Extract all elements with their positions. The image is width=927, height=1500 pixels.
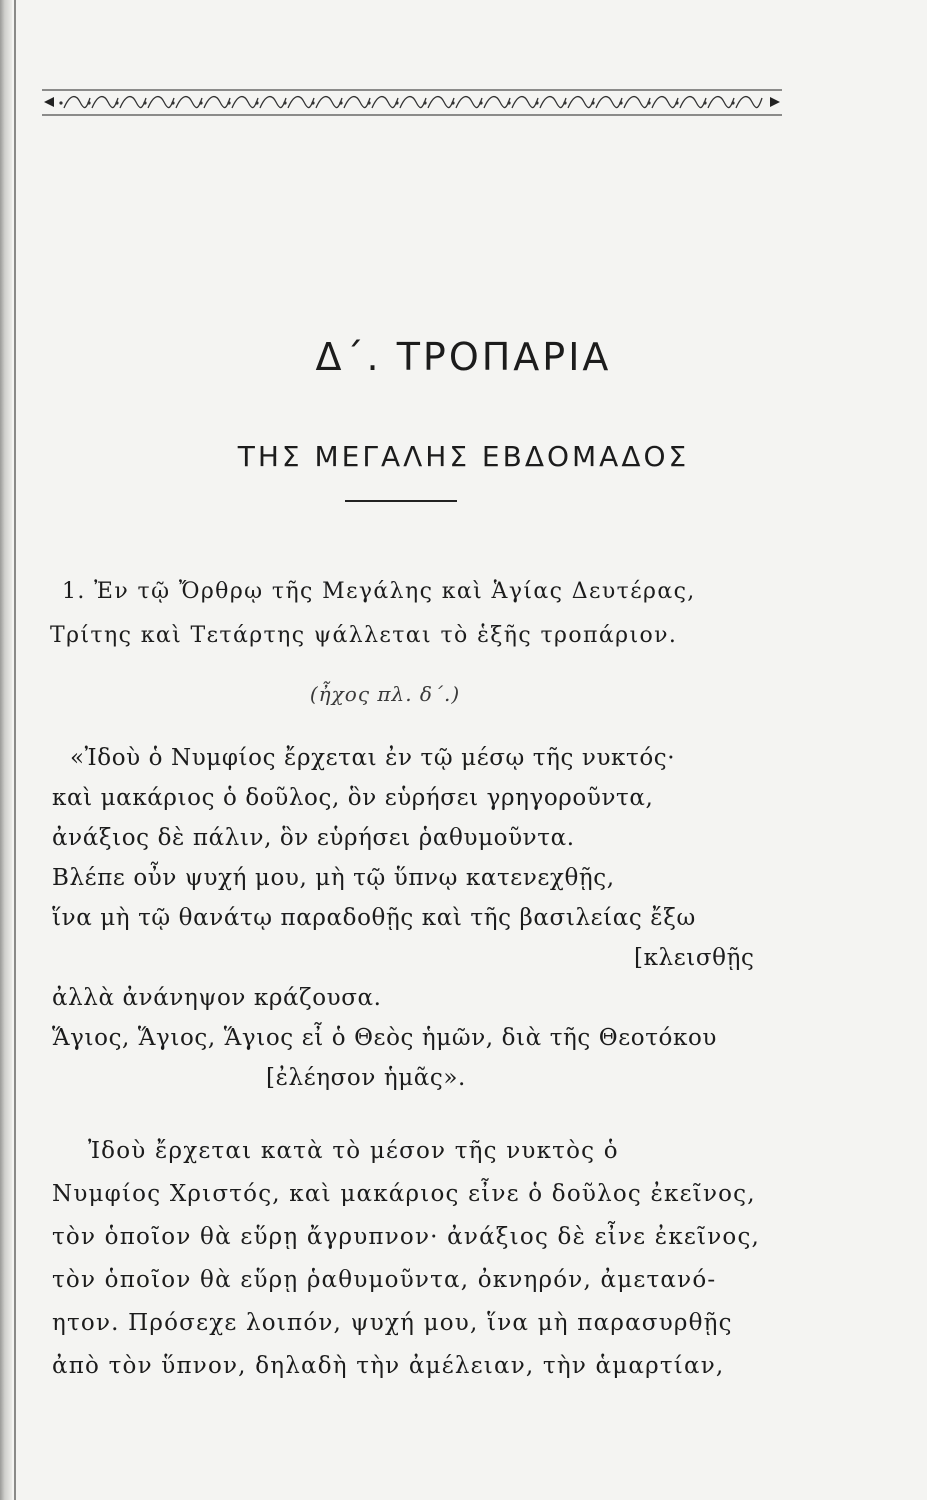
ornament-scroll <box>148 97 174 108</box>
ornament-dot <box>143 101 146 104</box>
ornament-dot <box>451 101 454 104</box>
ornament-dot <box>647 101 650 104</box>
hymn-line: καὶ μακάριος ὁ δοῦλος, ὃν εὑρήσει γρηγοροῦντα, <box>52 785 654 811</box>
hymn-line: ἀλλὰ ἀνάνηψον κράζουσα. <box>52 985 382 1011</box>
ornament-dot <box>87 101 90 104</box>
ornament-scroll <box>736 97 762 108</box>
hymn-line-continuation: [κλεισθῇς <box>634 945 755 971</box>
ornament-scroll <box>680 97 706 108</box>
ornament-dot <box>227 101 230 104</box>
ornament-dot <box>59 101 62 104</box>
intro-line: Τρίτης καὶ Τετάρτης ψάλλεται τὸ ἑξῆς τροπάριον. <box>50 623 678 648</box>
ornament-scroll <box>400 97 426 108</box>
troparion-text <box>52 738 802 1098</box>
ornament-dot <box>283 101 286 104</box>
prose-line: Νυμφίος Χριστός, καὶ μακάριος εἶνε ὁ δοῦλος ἐκεῖνος, <box>52 1181 756 1207</box>
decorative-header-band <box>42 88 782 118</box>
hymn-line: Ἅγιος, Ἅγιος, Ἅγιος εἶ ὁ Θεὸς ἡμῶν, διὰ τῆς Θεοτόκου <box>52 1025 717 1051</box>
ornament-scroll <box>484 97 510 108</box>
page-title: Δ΄. ΤΡΟΠΑΡΙΑ <box>315 335 612 379</box>
ornament-scroll <box>568 97 594 108</box>
ornament-scroll <box>652 97 678 108</box>
ornament-scroll <box>540 97 566 108</box>
ornament-dot <box>311 101 314 104</box>
ornament-scroll <box>64 97 90 108</box>
ornament-dot <box>563 101 566 104</box>
ornament-dot <box>171 101 174 104</box>
ornament-dot <box>675 101 678 104</box>
ornament-dot <box>535 101 538 104</box>
ornament-dot <box>367 101 370 104</box>
ornament-scroll <box>708 97 734 108</box>
ornament-scroll <box>92 97 118 108</box>
ornament-dot <box>423 101 426 104</box>
ornament-dot <box>199 101 202 104</box>
ornament-scroll <box>288 97 314 108</box>
prose-line: ἀπὸ τὸν ὕπνον, δηλαδὴ τὴν ἀμέλειαν, τὴν ἁμαρτίαν, <box>52 1353 725 1379</box>
prose-line: τὸν ὁποῖον θὰ εὕρῃ ἄγρυπνον· ἀνάξιος δὲ εἶνε ἐκεῖνος, <box>52 1224 761 1250</box>
hymn-line: «Ἰδοὺ ὁ Νυμφίος ἔρχεται ἐν τῷ μέσῳ τῆς νυκτός· <box>70 745 676 771</box>
ornament-dot <box>479 101 482 104</box>
prose-line: ητον. Πρόσεχε λοιπόν, ψυχή μου, ἵνα μὴ παρασυρθῇς <box>52 1310 733 1336</box>
tone-indication: (ἦχος πλ. δ΄.) <box>309 682 461 706</box>
ornament-dot <box>507 101 510 104</box>
ornament-scroll <box>344 97 370 108</box>
intro-paragraph <box>50 570 790 658</box>
ornament-scroll <box>260 97 286 108</box>
ornament-scroll <box>316 97 342 108</box>
book-spine-shadow <box>0 0 12 1500</box>
ornament-scroll <box>512 97 538 108</box>
ornament-scroll <box>624 97 650 108</box>
ornament-dot <box>703 101 706 104</box>
hymn-line: ἀνάξιος δὲ πάλιν, ὃν εὑρήσει ῥαθυμοῦντα. <box>52 825 575 851</box>
ornament-scroll <box>120 97 146 108</box>
ornament-dot <box>591 101 594 104</box>
hymn-line: Βλέπε οὖν ψυχή μου, μὴ τῷ ὕπνῳ κατενεχθῇς, <box>52 865 615 891</box>
ornament-dot <box>115 101 118 104</box>
intro-line: 1. Ἐν τῷ Ὄρθρῳ τῆς Μεγάλης καὶ Ἁγίας Δευτέρας, <box>62 579 696 604</box>
ornament-scroll <box>204 97 230 108</box>
ornament-scroll <box>596 97 622 108</box>
prose-line: τὸν ὁποῖον θὰ εὕρῃ ῥαθυμοῦντα, ὀκνηρόν, ἀμετανό- <box>52 1267 717 1293</box>
prose-paraphrase <box>52 1130 792 1388</box>
ornament-dot <box>619 101 622 104</box>
book-gutter-line <box>14 0 16 1500</box>
ornament-dot <box>255 101 258 104</box>
ornament-scroll <box>372 97 398 108</box>
hymn-line: ἵνα μὴ τῷ θανάτῳ παραδοθῇς καὶ τῆς βασιλείας ἔξω <box>52 905 696 931</box>
ornament-scroll <box>428 97 454 108</box>
title-divider <box>345 500 457 502</box>
ornament-scroll <box>456 97 482 108</box>
ornament-scroll <box>176 97 202 108</box>
page-subtitle: ΤΗΣ ΜΕΓΑΛΗΣ ΕΒΔΟΜΑΔΟΣ <box>237 440 690 473</box>
ornament-scroll <box>232 97 258 108</box>
hymn-line-continuation: [ἐλέησον ἡμᾶς». <box>266 1065 466 1091</box>
ornament-dot <box>395 101 398 104</box>
ornament-dot <box>731 101 734 104</box>
ornament-dot <box>339 101 342 104</box>
prose-line: Ἰδοὺ ἔρχεται κατὰ τὸ μέσον τῆς νυκτὸς ὁ <box>88 1138 619 1164</box>
